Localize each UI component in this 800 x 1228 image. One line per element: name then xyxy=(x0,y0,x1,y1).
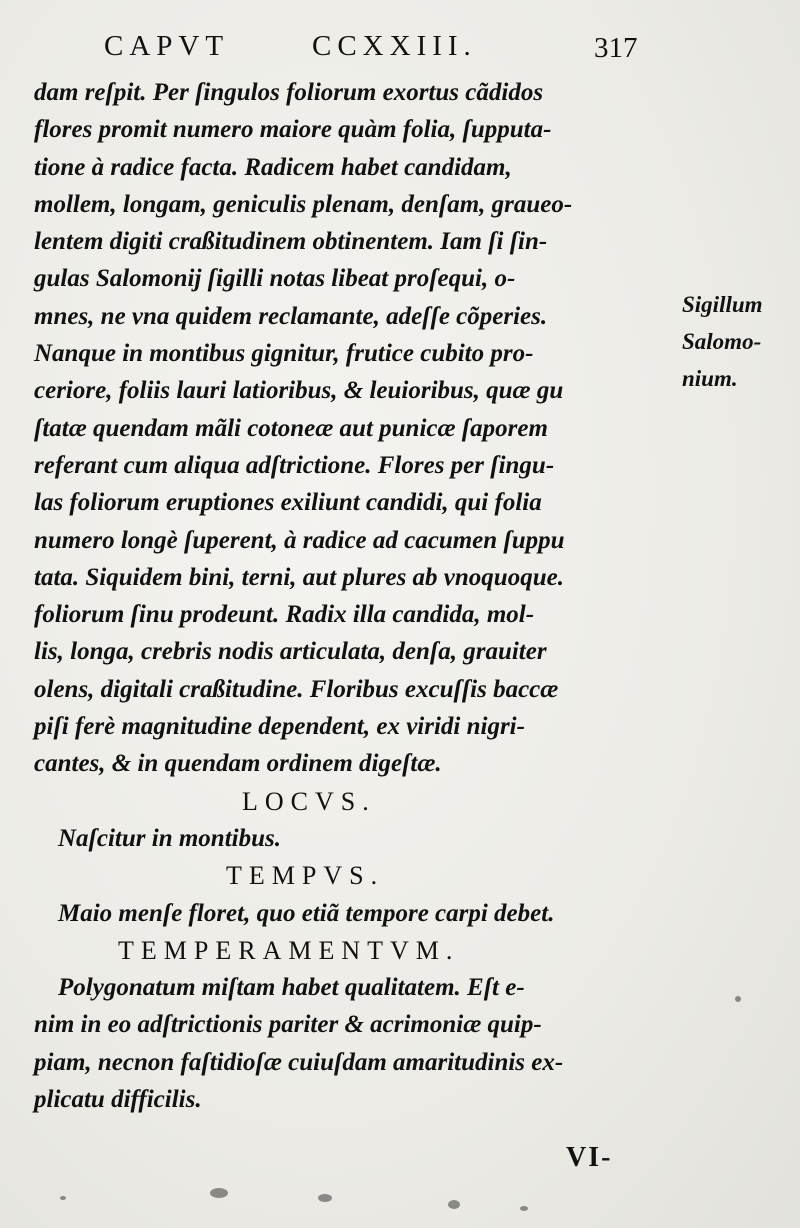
locus-text: Naſcitur in montibus. xyxy=(58,824,281,852)
text-line: mnes, ne vna quidem reclamante, adeſſe cõperies. xyxy=(34,302,548,330)
text-line: lis, longa, crebris nodis articulata, denſa, grauiter xyxy=(34,638,547,666)
ink-speck xyxy=(318,1194,332,1202)
chapter-number: CCXXIII. xyxy=(312,30,477,62)
text-line: tione à radice facta. Radicem habet candidam, xyxy=(34,153,512,181)
text-line: mollem, longam, geniculis plenam, denſam, graueo- xyxy=(34,190,573,218)
text-line: foliorum ſinu prodeunt. Radix illa candida, mol- xyxy=(34,601,535,629)
ink-speck xyxy=(735,996,741,1002)
heading-locus: LOCVS. xyxy=(242,786,376,816)
text-line: piſi ferè magnitudine dependent, ex viridi nigri- xyxy=(34,713,525,741)
text-line: lentem digiti craßitudinem obtinentem. Iam ſi ſin- xyxy=(34,228,548,256)
temperamentum-line: Polygonatum miſtam habet qualitatem. Eſt e- xyxy=(58,974,525,1002)
text-line: referant cum aliqua adſtrictione. Flores per ſingu- xyxy=(34,451,555,479)
margin-note-line: Sigillum xyxy=(682,292,763,317)
text-line: Nanque in montibus gignitur, frutice cubito pro- xyxy=(34,340,534,368)
text-line: olens, digitali craßitudine. Floribus excuſſis baccæ xyxy=(34,675,559,703)
text-line: cantes, & in quendam ordinem digeſtæ. xyxy=(34,750,442,778)
margin-note-line: nium. xyxy=(682,366,738,391)
ink-speck xyxy=(60,1196,66,1200)
temperamentum-line: plicatu difficilis. xyxy=(34,1086,202,1114)
margin-note-line: Salomo- xyxy=(682,329,762,354)
text-line: ſtatæ quendam mãli cotoneæ aut punicæ ſaporem xyxy=(34,414,548,442)
text-line: las foliorum eruptiones exiliunt candidi, qui folia xyxy=(34,489,542,517)
text-line: ceriore, foliis lauri latioribus, & leuioribus, quæ gu xyxy=(34,377,564,405)
margin-note xyxy=(682,286,800,397)
catchword: VI- xyxy=(566,1142,613,1173)
temperamentum-line: nim in eo adſtrictionis pariter & acrimoniæ quip- xyxy=(34,1011,542,1039)
text-line: tata. Siquidem bini, terni, aut plures ab vnoquoque. xyxy=(34,563,564,591)
text-line: numero longè ſuperent, à radice ad cacumen ſuppu xyxy=(34,526,565,554)
ink-speck xyxy=(210,1188,228,1198)
main-text-block xyxy=(34,74,674,1118)
text-line: dam reſpit. Per ſingulos foliorum exortus cãdidos xyxy=(34,79,544,106)
ink-speck xyxy=(448,1200,460,1209)
temperamentum-line: piam, necnon faſtidioſæ cuiuſdam amaritudinis ex- xyxy=(34,1048,564,1076)
chapter-label: CAPVT xyxy=(104,30,230,62)
page-number: 317 xyxy=(594,32,638,64)
ink-speck xyxy=(520,1206,528,1211)
text-line: flores promit numero maiore quàm folia, ſupputa- xyxy=(34,116,552,144)
running-header xyxy=(0,30,800,70)
text-line: gulas Salomonij ſigilli notas libeat proſequi, o- xyxy=(34,265,516,293)
heading-temperamentum: TEMPERAMENTVM. xyxy=(118,935,460,965)
tempus-text: Maio menſe floret, quo etiã tempore carpi debet. xyxy=(58,899,555,927)
heading-tempus: TEMPVS. xyxy=(226,861,385,891)
